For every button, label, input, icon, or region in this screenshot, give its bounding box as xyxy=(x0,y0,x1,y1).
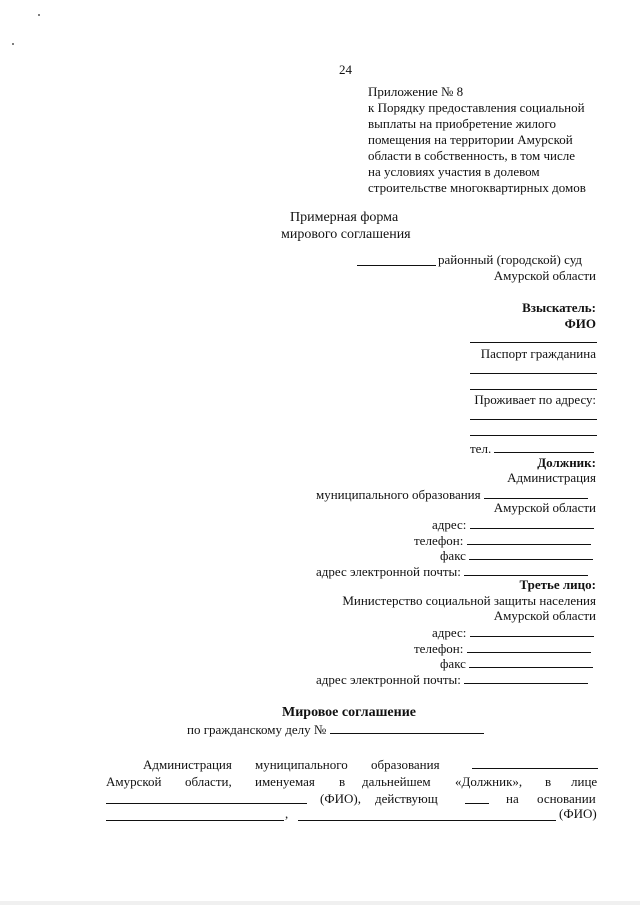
agreement-p3-acting: действующ xyxy=(375,791,438,806)
court-line1: районный (городской) суд xyxy=(438,252,583,267)
claimant-passport-line1 xyxy=(470,373,597,374)
agreement-p1-blank xyxy=(472,768,598,769)
agreement-p2-word: дальнейшем xyxy=(362,774,431,789)
court-line2: Амурской области xyxy=(493,268,596,283)
scan-bottom-edge xyxy=(0,901,640,905)
debtor-municipality-blank xyxy=(484,486,588,499)
third-party-phone xyxy=(414,640,591,656)
agreement-p2-word: в xyxy=(339,774,346,789)
claimant-address-line2 xyxy=(470,435,597,436)
debtor-address xyxy=(432,516,594,532)
agreement-p3-ending-blank xyxy=(465,803,489,804)
third-party-email xyxy=(316,671,588,687)
agreement-p1-word: образования xyxy=(371,757,440,772)
claimant-address-label: Проживает по адресу: xyxy=(474,392,596,407)
appendix-title: Приложение № 8 xyxy=(368,84,464,99)
page-number: 24 xyxy=(339,62,352,77)
debtor-heading: Должник: xyxy=(537,455,596,470)
third-party-heading: Третье лицо: xyxy=(519,577,596,592)
agreement-p2-word: Амурской xyxy=(106,774,162,789)
third-party-phone-label: телефон: xyxy=(414,641,464,656)
agreement-p2-word: области, xyxy=(185,774,232,789)
third-party-fax-label: факс xyxy=(440,656,466,671)
agreement-p3-on: на xyxy=(506,791,519,806)
third-party-fax xyxy=(440,655,593,671)
debtor-fax xyxy=(440,547,593,563)
claimant-passport: Паспорт гражданина xyxy=(480,346,596,361)
appendix-line: выплаты на приобретение жилого xyxy=(368,116,557,131)
agreement-p1-word: Администрация xyxy=(143,757,232,772)
claimant-fio: ФИО xyxy=(564,316,596,331)
agreement-p3-basis: основании xyxy=(537,791,596,806)
debtor-email-label: адрес электронной почты: xyxy=(316,564,461,579)
debtor-phone-label: телефон: xyxy=(414,533,464,548)
claimant-address-line1 xyxy=(470,419,597,420)
debtor-line1: Администрация xyxy=(507,470,596,485)
case-number-label: по гражданскому делу № xyxy=(187,722,327,737)
scan-speck xyxy=(38,14,40,16)
claimant-phone-blank xyxy=(494,440,594,453)
agreement-title: Мировое соглашение xyxy=(282,705,416,720)
appendix-line: строительстве многоквартирных домов xyxy=(368,180,586,195)
debtor-address-label: адрес: xyxy=(432,517,467,532)
form-title-line2: мирового соглашения xyxy=(281,227,411,242)
agreement-p4-fio: (ФИО) xyxy=(559,806,597,821)
scan-speck xyxy=(12,43,14,45)
debtor-phone xyxy=(414,532,591,548)
debtor-fax-blank xyxy=(469,547,593,560)
debtor-fax-label: факс xyxy=(440,548,466,563)
form-title-line1: Примерная форма xyxy=(290,210,399,225)
court-blank xyxy=(357,253,436,266)
third-party-phone-blank xyxy=(467,640,591,653)
appendix-line: к Порядку предоставления социальной xyxy=(368,100,585,115)
agreement-p4-comma: , xyxy=(285,806,289,821)
third-party-address xyxy=(432,624,594,640)
debtor-line3: Амурской области xyxy=(493,500,596,515)
agreement-p1-word: муниципального xyxy=(255,757,348,772)
claimant-heading: Взыскатель: xyxy=(522,300,596,315)
agreement-p3-fio: (ФИО), xyxy=(320,791,361,806)
third-party-line1: Министерство социальной защиты населения xyxy=(342,593,596,608)
agreement-p4-blank2 xyxy=(298,820,556,821)
third-party-address-label: адрес: xyxy=(432,625,467,640)
agreement-p4-blank1 xyxy=(106,820,284,821)
claimant-phone xyxy=(470,440,594,456)
agreement-p2-word: «Должник», xyxy=(455,774,523,789)
debtor-address-blank xyxy=(470,516,594,529)
agreement-p2-word: именуемая xyxy=(255,774,315,789)
claimant-phone-label: тел. xyxy=(470,441,492,456)
claimant-fio-line xyxy=(470,342,597,343)
debtor-municipality-label: муниципального образования xyxy=(316,487,481,502)
case-number-blank xyxy=(330,721,484,734)
third-party-fax-blank xyxy=(469,655,593,668)
debtor-email-blank xyxy=(464,563,588,576)
third-party-line2: Амурской области xyxy=(493,608,596,623)
claimant-passport-line2 xyxy=(470,389,597,390)
debtor-phone-blank xyxy=(467,532,591,545)
agreement-p2-word: в xyxy=(545,774,552,789)
agreement-p3-blank xyxy=(106,803,307,804)
agreement-p2-word: лице xyxy=(571,774,598,789)
third-party-email-blank xyxy=(464,671,588,684)
appendix-line: на условиях участия в долевом xyxy=(368,164,540,179)
agreement-subtitle xyxy=(187,721,484,737)
appendix-line: области в собственность, в том числе xyxy=(368,148,576,163)
third-party-email-label: адрес электронной почты: xyxy=(316,672,461,687)
third-party-address-blank xyxy=(470,624,594,637)
appendix-line: помещения на территории Амурской xyxy=(368,132,573,147)
